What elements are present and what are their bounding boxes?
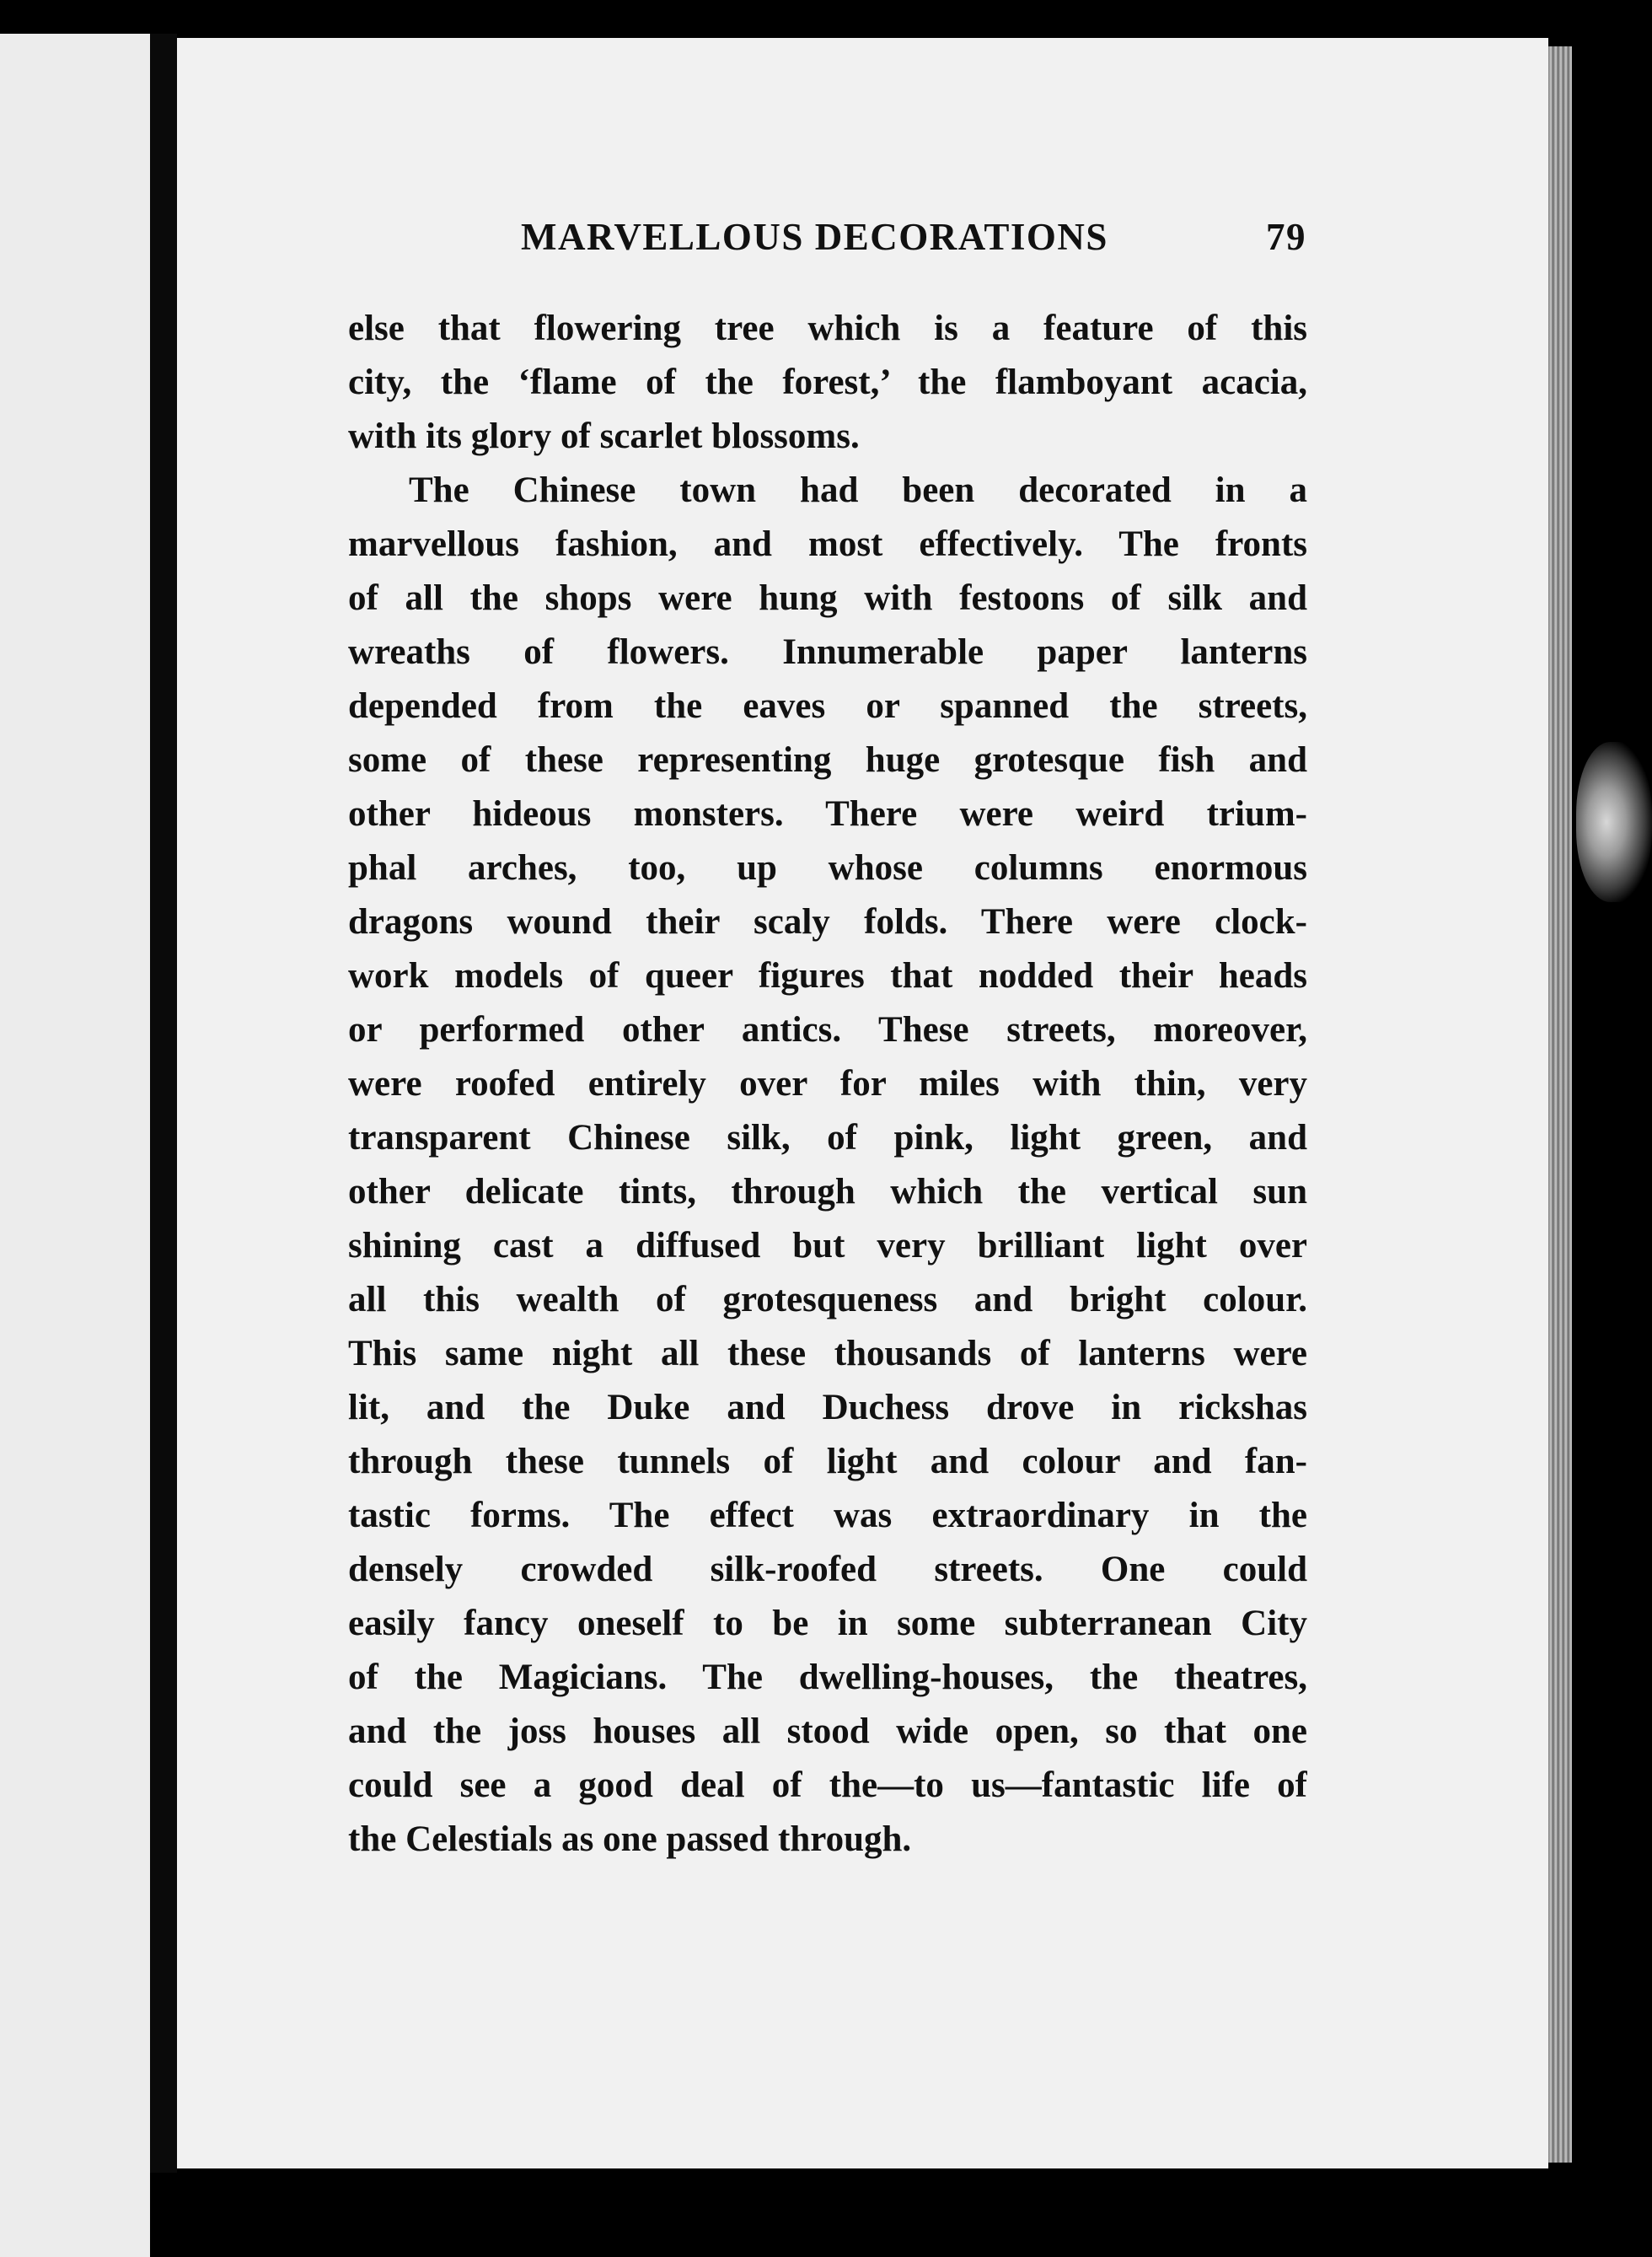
text-line: of all the shops were hung with festoons of silk and [348, 578, 1307, 618]
text-line: other delicate tints, through which the vertical sun [348, 1172, 1307, 1212]
text-line: This same night all these thousands of lanterns were [348, 1334, 1307, 1373]
text-line: lit, and the Duke and Duchess drove in rickshas [348, 1388, 1307, 1427]
page-fore-edge [1548, 46, 1572, 2163]
text-line: other hideous monsters. There were weird trium- [348, 794, 1307, 834]
text-line: tastic forms. The effect was extraordinary in the [348, 1496, 1307, 1535]
text-line: some of these representing huge grotesque fish and [348, 740, 1307, 780]
text-line: dragons wound their scaly folds. There were clock- [348, 902, 1307, 942]
text-line: the Celestials as one passed through. [348, 1819, 912, 1859]
gutter-shadow [150, 34, 177, 2173]
text-line: and the joss houses all stood wide open, so that one [348, 1712, 1307, 1751]
text-line: all this wealth of grotesqueness and bright colour. [348, 1280, 1307, 1319]
text-line: easily fancy oneself to be in some subterranean City [348, 1604, 1307, 1643]
text-line: marvellous fashion, and most effectively. The fronts [348, 524, 1307, 564]
text-line: of the Magicians. The dwelling-houses, the theatres, [348, 1658, 1307, 1697]
text-line: or performed other antics. These streets, moreover, [348, 1010, 1307, 1050]
facing-page-edge [0, 34, 150, 2257]
running-head [346, 215, 1306, 266]
page-number: 79 [1266, 216, 1306, 258]
scan-background [1572, 0, 1652, 2257]
text-line: city, the ‘flame of the forest,’ the flamboyant acacia, [348, 363, 1307, 402]
text-line: with its glory of scarlet blossoms. [348, 416, 860, 456]
text-line: were roofed entirely over for miles with thin, very [348, 1064, 1307, 1104]
text-line: work models of queer figures that nodded their heads [348, 956, 1307, 996]
text-line: else that flowering tree which is a feature of this [348, 309, 1307, 348]
text-line: through these tunnels of light and colour and fan- [348, 1442, 1307, 1481]
text-line: could see a good deal of the—to us—fantastic life of [348, 1765, 1307, 1805]
text-line: phal arches, too, up whose columns enormous [348, 848, 1307, 888]
text-line: transparent Chinese silk, of pink, light green, and [348, 1118, 1307, 1158]
text-line: The Chinese town had been decorated in a [409, 470, 1307, 510]
running-head-title: MARVELLOUS DECORATIONS [521, 216, 1108, 258]
text-line: wreaths of flowers. Innumerable paper lanterns [348, 632, 1307, 672]
text-line: densely crowded silk-roofed streets. One could [348, 1550, 1307, 1589]
scan-blemish [1576, 742, 1652, 902]
text-line: depended from the eaves or spanned the streets, [348, 686, 1307, 726]
text-line: shining cast a diffused but very brilliant light over [348, 1226, 1307, 1266]
body-text [348, 302, 1307, 1867]
